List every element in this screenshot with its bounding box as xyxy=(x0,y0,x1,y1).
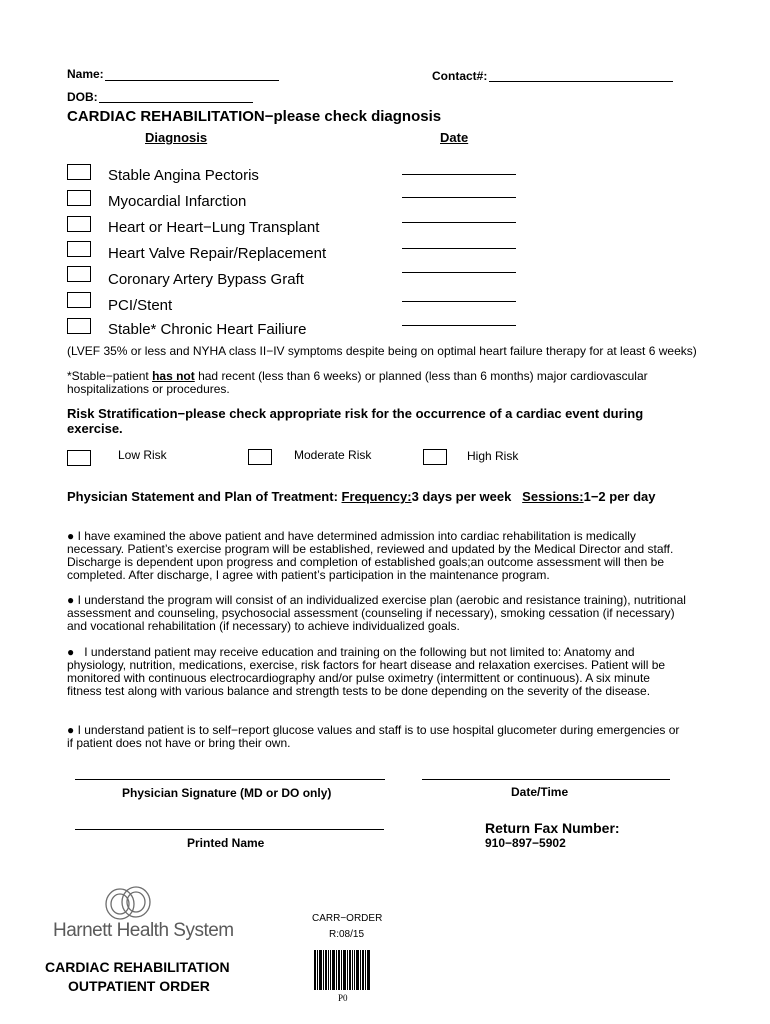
diagnosis-label-pci: PCI/Stent xyxy=(108,297,173,314)
datetime-line[interactable] xyxy=(422,779,670,780)
logo-wordmark: Harnett Health System xyxy=(53,920,234,941)
footer-title-line2: OUTPATIENT ORDER xyxy=(68,978,210,994)
statement-text-2: I understand the program will consist of an individualized exercise plan (aerobic and resistance training), nutritional assessment and counseling, psychosocial assessment (counseling if necessary), smoking cessation (if necessary) and vocational rehabilitation (if necessary) to achieve individualized goals. xyxy=(67,593,686,633)
form-revision: R:08/15 xyxy=(329,929,365,940)
diagnosis-checkbox-transplant[interactable] xyxy=(67,216,91,232)
risk-checkbox-high[interactable] xyxy=(423,449,447,465)
name-label: Name: xyxy=(67,67,104,81)
form-code: CARR−ORDER xyxy=(312,913,383,924)
physician-signature-line[interactable] xyxy=(75,779,385,780)
barcode-icon xyxy=(314,950,370,990)
diagnosis-date-line-chf[interactable] xyxy=(402,325,516,326)
risk-checkbox-low[interactable] xyxy=(67,450,91,466)
diagnosis-date-line-transplant[interactable] xyxy=(402,222,516,223)
risk-label-low: Low Risk xyxy=(118,448,167,462)
statement-paragraph-4: ● I understand patient is to self−report glucose values and staff is to use hospital glucometer during emergencies or if patient does not have or bring their own. xyxy=(67,723,680,750)
diagnosis-label-valve: Heart Valve Repair/Replacement xyxy=(108,245,327,262)
risk-label-moderate: Moderate Risk xyxy=(294,448,372,462)
datetime-label: Date/Time xyxy=(511,785,569,799)
printed-name-label: Printed Name xyxy=(187,836,265,850)
diagnosis-checkbox-mi[interactable] xyxy=(67,190,91,206)
diagnosis-label-transplant: Heart or Heart−Lung Transplant xyxy=(108,219,320,236)
sessions-value: 1−2 per day xyxy=(583,489,656,504)
statement-text-4: I understand patient is to self−report glucose values and staff is to use hospital glucometer during emergencies or if patient does not have or bring their own. xyxy=(67,723,680,750)
stable-note-prefix: *Stable−patient xyxy=(67,369,153,383)
dob-label: DOB: xyxy=(67,90,98,104)
physician-signature-label: Physician Signature (MD or DO only) xyxy=(122,786,332,800)
contact-field-line[interactable] xyxy=(489,81,673,82)
date-column-header: Date xyxy=(440,130,469,145)
stable-note-emphasis: has not xyxy=(152,369,195,383)
statement-paragraph-3: ● I understand patient may receive education and training on the following but not limited to: Anatomy and physiology, nutrition, medications, exercise, risk factors for heart disease and relaxation exercises. Patient will be monitored with continuous electrocardiography and/or pulse oximetry (intermittent or continuous). A six minute fitness test along with various balance and strength tests to be done depending on the severity of the disease. xyxy=(67,645,666,698)
form-title: CARDIAC REHABILITATION−please check diagnosis xyxy=(67,108,442,125)
stable-note xyxy=(67,370,697,396)
diagnosis-date-line-mi[interactable] xyxy=(402,197,516,198)
diagnosis-label-cabg: Coronary Artery Bypass Graft xyxy=(108,271,304,288)
fax-number: 910−897−5902 xyxy=(485,836,566,850)
risk-heading: Risk Stratification−please check appropriate risk for the occurrence of a cardiac event during exercise. xyxy=(67,406,644,436)
diagnosis-checkbox-chf[interactable] xyxy=(67,318,91,334)
printed-name-line[interactable] xyxy=(75,829,384,830)
frequency-label: Frequency: xyxy=(341,489,412,504)
statement-text-3: I understand patient may receive education and training on the following but not limited to: Anatomy and physiology, nutrition, medications, exercise, risk factors for heart disease and relaxation exercises. Patient will be monitored with continuous electrocardiography and/or pulse oximetry (intermittent or continuous). A six minute fitness test along with various balance and strength tests to be done depending on the severity of the disease. xyxy=(67,645,666,698)
diagnosis-label-mi: Myocardial Infarction xyxy=(108,193,247,210)
diagnosis-checkbox-valve[interactable] xyxy=(67,241,91,257)
frequency-value: 3 days per week xyxy=(411,489,512,504)
physician-heading-prefix: Physician Statement and Plan of Treatment: xyxy=(67,489,342,504)
harnett-logo-icon xyxy=(98,884,160,922)
barcode-caption: P0 xyxy=(338,993,348,1003)
stable-note-suffix: had recent (less than 6 weeks) or planned (less than 6 months) major cardiovascular hospitalizations or procedures. xyxy=(67,369,648,396)
dob-field-line[interactable] xyxy=(99,102,253,103)
statement-paragraph-1: ● I have examined the above patient and have determined admission into cardiac rehabilitation is medically necessary. Patient’s exercise program will be established, reviewed and updated by the Medical Director and staff. Discharge is dependent upon progress and completion of established goals;an outcome assessment will then be completed. After discharge, I agree with patient’s participation in the maintenance program. xyxy=(67,529,674,582)
sessions-label: Sessions: xyxy=(522,489,584,504)
diagnosis-checkbox-angina[interactable] xyxy=(67,164,91,180)
name-field-line[interactable] xyxy=(105,80,279,81)
risk-checkbox-moderate[interactable] xyxy=(248,449,272,465)
diagnosis-date-line-valve[interactable] xyxy=(402,248,516,249)
diagnosis-column-header: Diagnosis xyxy=(145,130,208,145)
diagnosis-date-line-angina[interactable] xyxy=(402,174,516,175)
diagnosis-date-line-pci[interactable] xyxy=(402,301,516,302)
diagnosis-label-chf: Stable* Chronic Heart Failiure xyxy=(108,321,307,338)
statement-text-1: I have examined the above patient and have determined admission into cardiac rehabilitation is medically necessary. Patient’s exercise program will be established, reviewed and updated by the Medical Director and staff. Discharge is dependent upon progress and completion of established goals;an outcome assessment will then be completed. After discharge, I agree with patient’s participation in the maintenance program. xyxy=(67,529,674,582)
lvef-note: (LVEF 35% or less and NYHA class II−IV symptoms despite being on optimal heart failure therapy for at least 6 weeks) xyxy=(67,344,697,358)
physician-statement-heading xyxy=(67,489,687,504)
contact-label: Contact#: xyxy=(432,69,488,83)
diagnosis-checkbox-pci[interactable] xyxy=(67,292,91,308)
diagnosis-date-line-cabg[interactable] xyxy=(402,272,516,273)
fax-label: Return Fax Number: xyxy=(485,820,620,836)
risk-label-high: High Risk xyxy=(467,449,519,463)
diagnosis-label-angina: Stable Angina Pectoris xyxy=(108,167,259,184)
statement-paragraph-2: ● I understand the program will consist of an individualized exercise plan (aerobic and resistance training), nutritional assessment and counseling, psychosocial assessment (counseling if necessary), smoking cessation (if necessary) and vocational rehabilitation (if necessary) to achieve individualized goals. xyxy=(67,593,686,633)
diagnosis-checkbox-cabg[interactable] xyxy=(67,266,91,282)
footer-title-line1: CARDIAC REHABILITATION xyxy=(45,959,230,975)
